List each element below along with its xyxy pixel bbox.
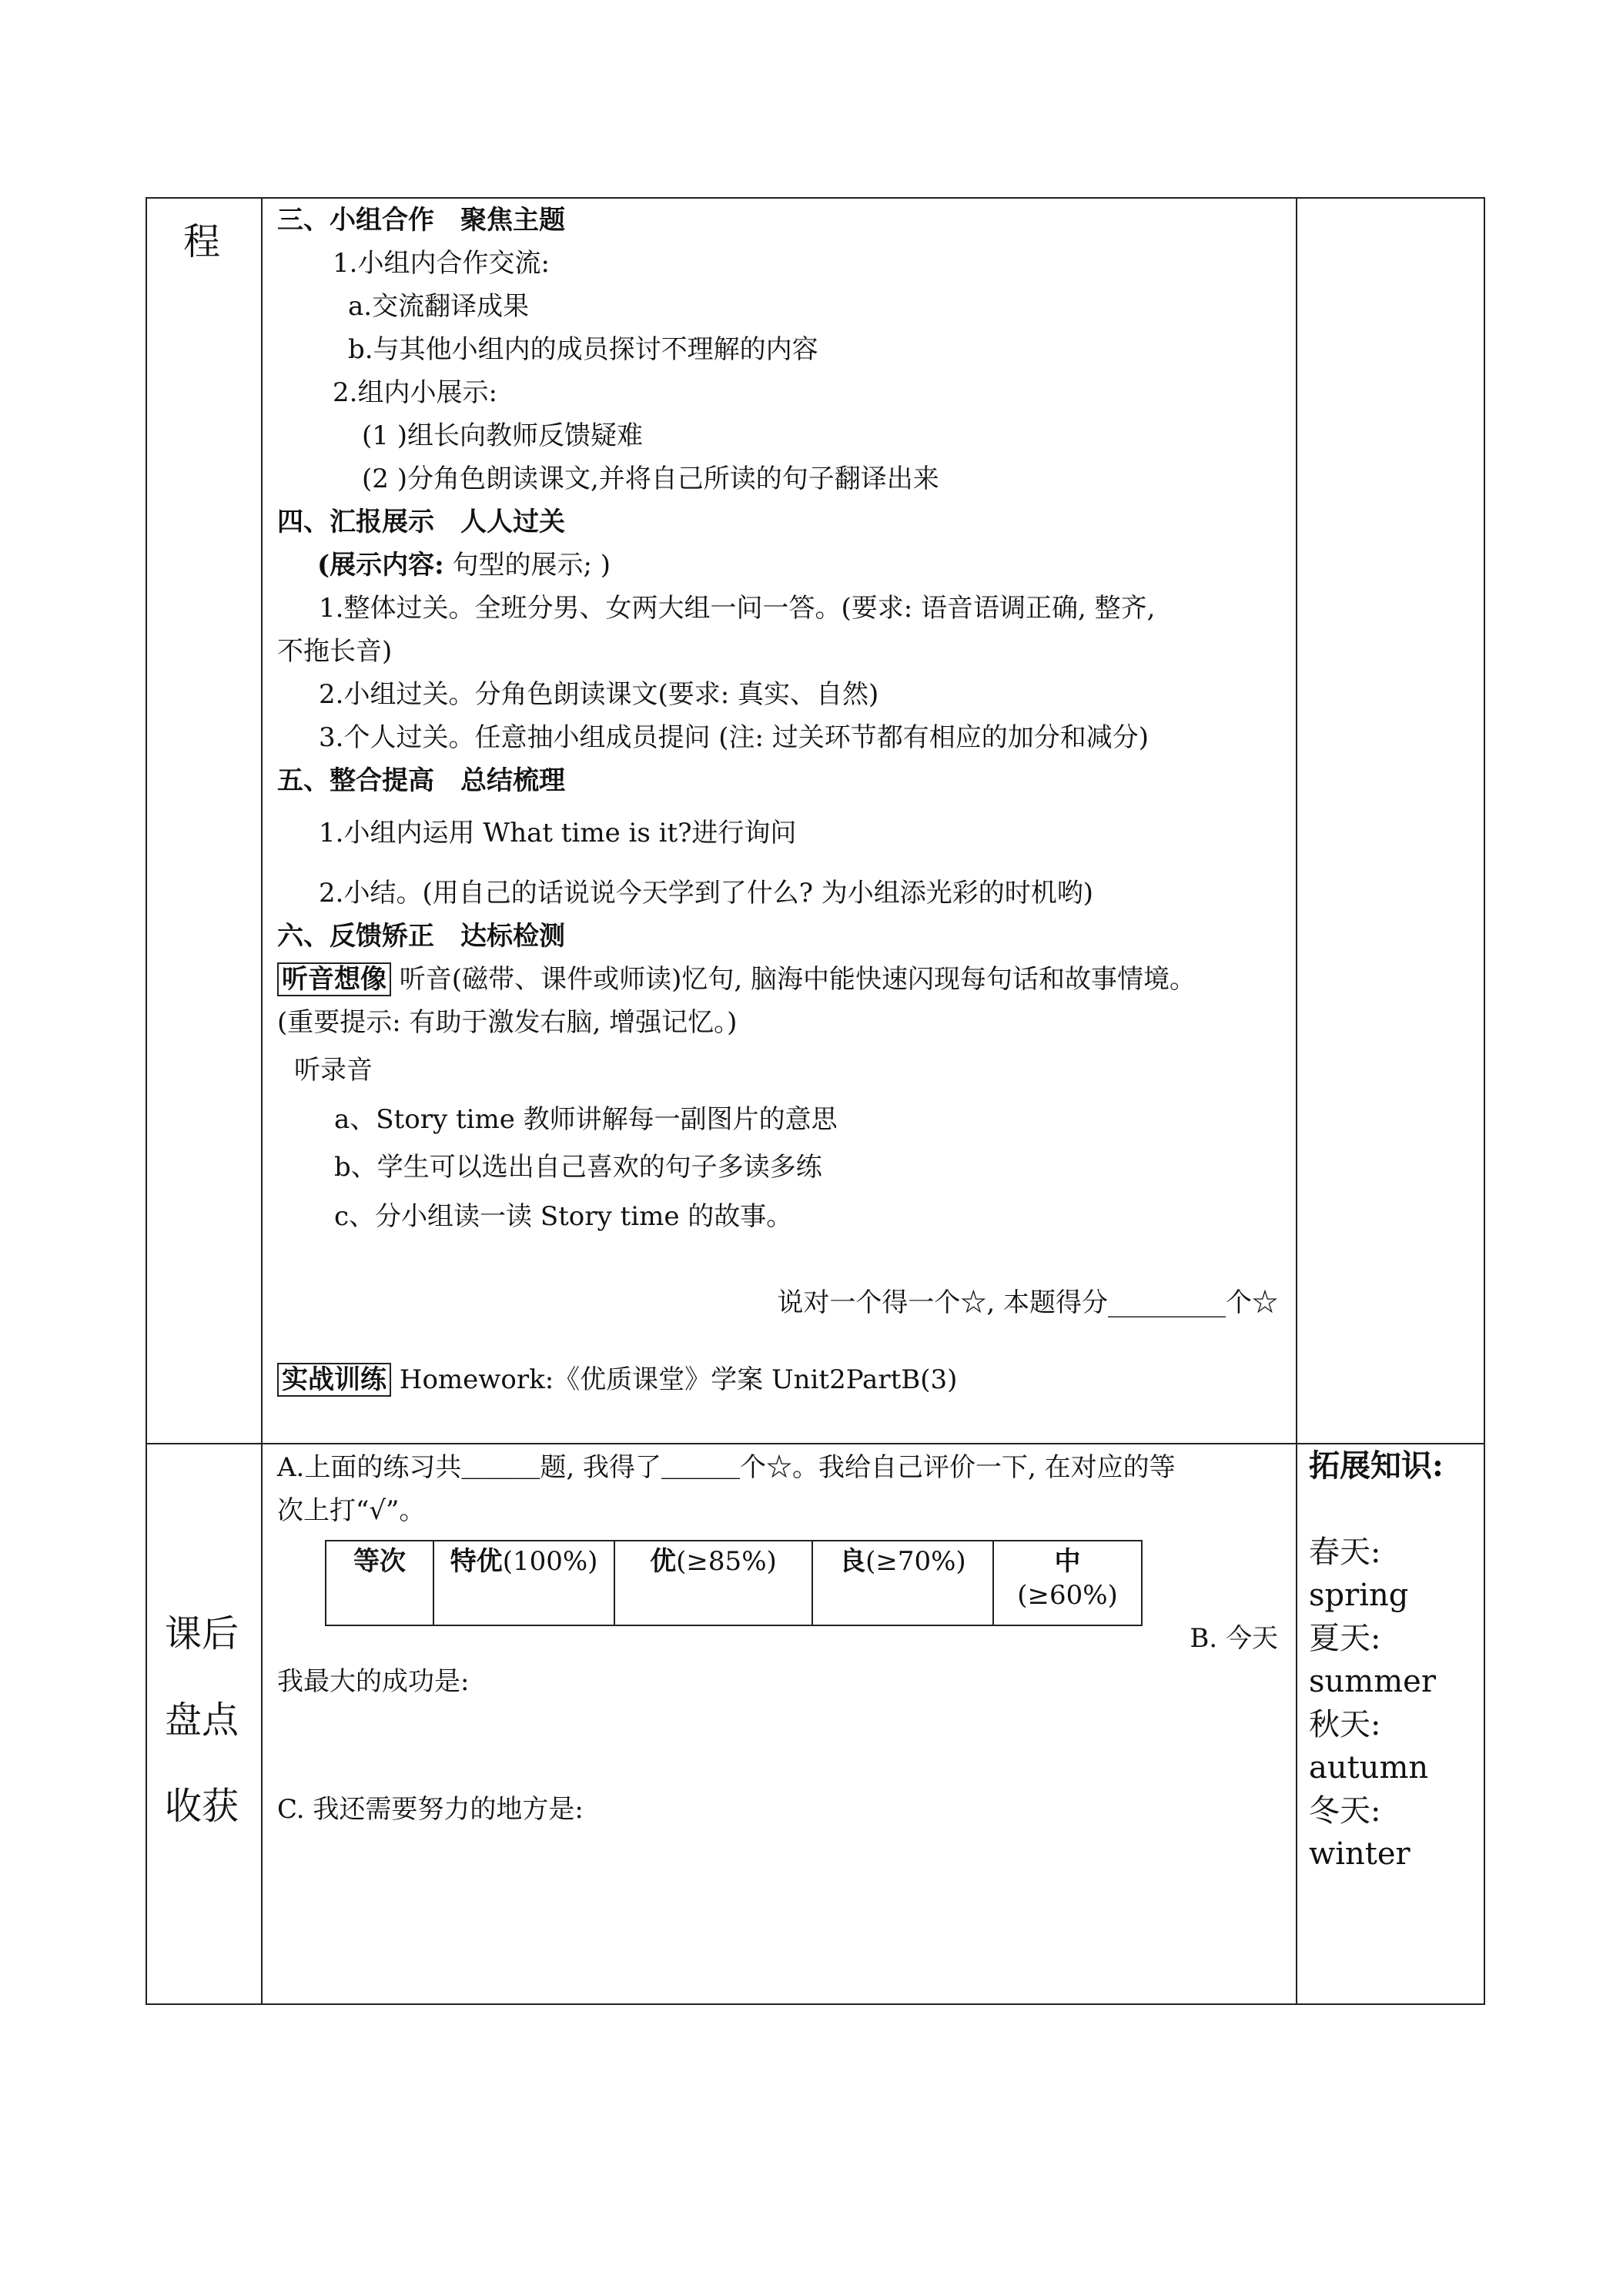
section-3-item-2: 2.组内小展示: [333,377,497,408]
listen-line [277,964,1196,995]
section-4-intro-rest: 句型的展示; ) [443,550,611,581]
extension-item-autumn-en: autumn [1309,1750,1429,1786]
section-3-item-1a: a.交流翻译成果 [348,291,530,322]
table-col-divider-1 [261,197,263,2005]
section-4-intro-bold: (展示内容: [317,550,444,581]
review-label-2: 盘点 [165,1699,239,1742]
listen-text: 听音(磁带、课件或师读)忆句, 脑海中能快速闪现每句话和故事情境。 [391,964,1196,995]
process-label: 程 [183,220,221,263]
story-item-b: b、学生可以选出自己喜欢的句子多读多练 [334,1152,822,1183]
story-item-a: a、Story time 教师讲解每一副图片的意思 [334,1104,838,1135]
grade-excellent-cell[interactable]: 优(≥85%) [614,1541,812,1625]
extension-item-winter-en: winter [1309,1836,1411,1872]
extension-item-summer-en: summer [1309,1664,1436,1699]
section-4-intro [317,550,611,581]
grade-fair-cell[interactable]: 中 (≥60%) [993,1541,1142,1625]
section-4-item-3: 3.个人过关。任意抽小组成员提问 (注: 过关环节都有相应的加分和减分) [319,722,1149,753]
review-c-line: C. 我还需要努力的地方是: [277,1794,584,1825]
section-4-title: 四、汇报展示 人人过关 [277,507,565,537]
extension-item-summer-cn: 夏天: [1309,1621,1381,1656]
section-4-item-1-cont: 不拖长音) [277,636,393,667]
listen-record: 听录音 [294,1055,373,1086]
extension-item-autumn-cn: 秋天: [1309,1707,1381,1742]
practice-box: 实战训练 [277,1363,391,1397]
section-3-item-2-2: (2 )分角色朗读课文,并将自己所读的句子翻译出来 [362,464,939,494]
grade-excellent-plus-cell[interactable]: 特优(100%) [433,1541,614,1625]
review-b-line-2: 我最大的成功是: [277,1666,470,1697]
extension-title: 拓展知识: [1309,1448,1444,1484]
extension-item-spring-en: spring [1309,1578,1409,1613]
table-top-border [146,197,1485,199]
section-5-title: 五、整合提高 总结梳理 [277,765,565,796]
section-3-item-1: 1.小组内合作交流: [333,248,550,279]
review-a-line-1: A.上面的练习共＿＿＿题, 我得了＿＿＿个☆。我给自己评价一下, 在对应的等 [277,1452,1176,1483]
table-left-border [146,197,147,2005]
table-right-border [1484,197,1485,2005]
table-row [326,1541,1142,1625]
listen-text-cont: (重要提示: 有助于激发右脑, 增强记忆。) [277,1007,738,1038]
section-5-item-2: 2.小结。(用自己的话说说今天学到了什么? 为小组添光彩的时机哟) [319,878,1094,909]
grade-table [325,1540,1143,1626]
section-4-item-1: 1.整体过关。全班分男、女两大组一问一答。(要求: 语音语调正确, 整齐, [319,593,1156,624]
section-3-item-2-1: (1 )组长向教师反馈疑难 [362,420,643,451]
story-item-c: c、分小组读一读 Story time 的故事。 [334,1201,793,1232]
practice-line [277,1364,957,1395]
review-label-3: 收获 [165,1785,239,1828]
table-col-divider-2 [1296,197,1297,2005]
grade-header-cell: 等次 [326,1541,433,1625]
table-bottom-border [146,2003,1485,2005]
section-3-item-1b: b.与其他小组内的成员探讨不理解的内容 [348,334,818,365]
extension-item-spring-cn: 春天: [1309,1535,1381,1570]
section-4-item-2: 2.小组过关。分角色朗读课文(要求: 真实、自然) [319,679,879,710]
review-b-line-1: B. 今天 [1190,1623,1278,1654]
section-5-item-1: 1.小组内运用 What time is it?进行询问 [319,818,797,848]
review-a-line-2: 次上打“√”。 [277,1495,426,1526]
section-6-title: 六、反馈矫正 达标检测 [277,921,565,952]
score-line: 说对一个得一个☆, 本题得分_________个☆ [777,1287,1278,1318]
grade-good-cell[interactable]: 良(≥70%) [812,1541,993,1625]
section-3-title: 三、小组合作 聚焦主题 [277,205,565,236]
review-label-1: 课后 [165,1612,239,1655]
table-row-divider [146,1443,1485,1444]
extension-item-winter-cn: 冬天: [1309,1793,1381,1829]
listen-imagine-box: 听音想像 [277,962,391,996]
practice-text: Homework:《优质课堂》学案 Unit2PartB(3) [391,1364,958,1395]
